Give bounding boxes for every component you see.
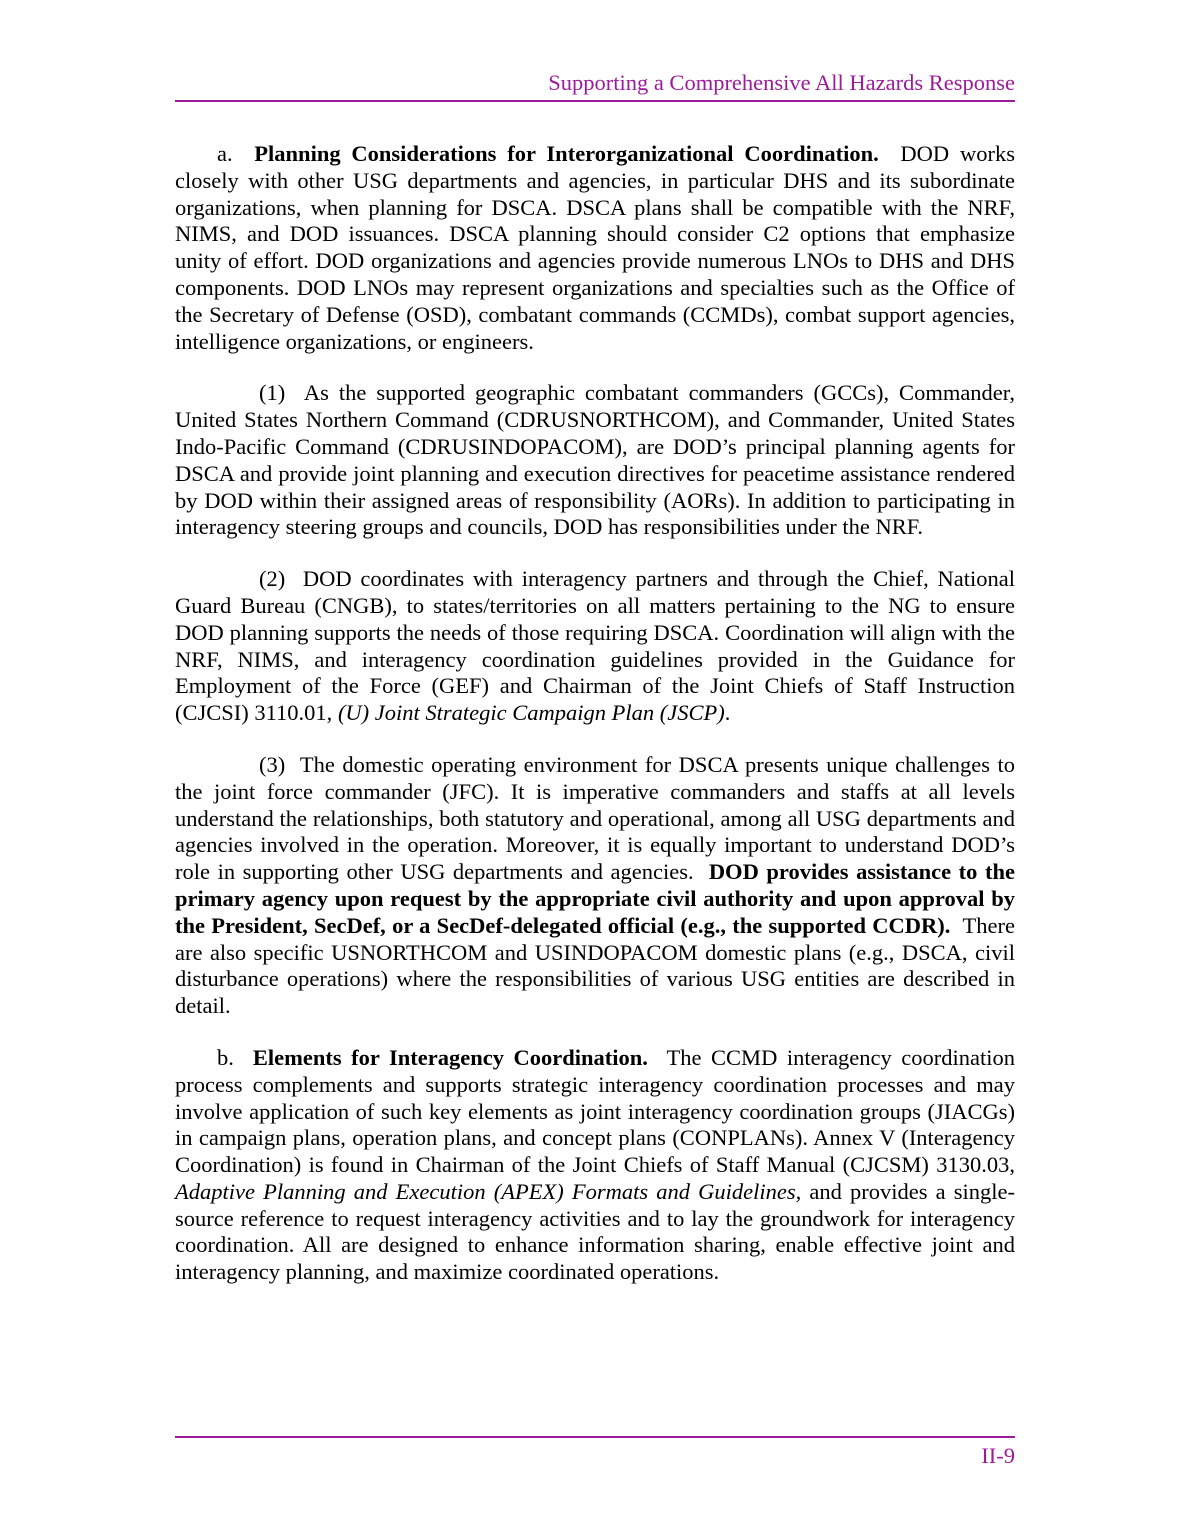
paragraph-text: The CCMD interagency coordination process complements and supports strategic interagency coordination processes and may involve application of such key elements as joint interagency coordination groups (JIACGs) in campaign plans, operation plans, and concept plans (CONPLANs). Annex V (Interagency Coordination) is found in Chairman of the Joint Chiefs of Staff Manual (CJCSM) 3130.03, (175, 1044, 1016, 1178)
paragraph-heading: Elements for Interagency Coordination. (252, 1044, 648, 1070)
paragraph-text: DOD works closely with other USG departments and agencies, in particular DHS and its subordinate organizations, when planning for DSCA. DSCA plans shall be compatible with the NRF, NIMS, and DOD issuances. DSCA planning should consider C2 options that emphasize unity of effort. DOD organizations and agencies provide numerous LNOs to DHS and DHS components. DOD LNOs may represent organizations and specialties such as the Office of the Secretary of Defense (OSD), combatant commands (CCMDs), combat support agencies, intelligence organizations, or engineers. (175, 141, 1016, 354)
running-header: Supporting a Comprehensive All Hazards Response (548, 70, 1015, 95)
paragraph-marker: a. (217, 141, 233, 166)
publication-title: Adaptive Planning and Execution (APEX) Formats and Guidelines, (175, 1178, 802, 1204)
paragraph-a (175, 141, 1015, 355)
paragraph-marker: b. (217, 1044, 234, 1070)
paragraph-marker: (2) (259, 566, 286, 592)
paragraph-text: As the supported geographic combatant commanders (GCCs), Commander, United States Northern Command (CDRUSNORTHCOM), and Commander, United States Indo-Pacific Command (CDRUSINDOPACOM), are DOD’s principal planning agents for DSCA and provide joint planning and execution directives for peacetime assistance rendered by DOD within their assigned areas of responsibility (AORs). In addition to participating in interagency steering groups and councils, DOD has responsibilities under the NRF. (175, 380, 1016, 540)
emphasized-text: DOD provides assistance to the primary agency upon request by the appropriate civil authority and upon approval by the President, SecDef, or a SecDef-delegated official (e.g., the supported CCDR). (175, 859, 1015, 938)
paragraph-b (175, 1045, 1015, 1286)
paragraph-text: The domestic operating environment for DSCA presents unique challenges to the joint force commander (JFC). It is imperative commanders and staffs at all levels understand the relationships, both statutory and operational, among all USG departments and agencies involved in the operation. Moreover, it is equally important to understand DOD’s role in supporting other USG departments and agencies. (175, 751, 1015, 885)
paragraph-tail: . (724, 700, 731, 726)
paragraph-a2 (175, 566, 1015, 727)
footer-rule (175, 1436, 1015, 1438)
paragraph-heading: Planning Considerations for Interorganizational Coordination. (254, 141, 879, 166)
paragraph-tail: There are also specific USNORTHCOM and USINDOPACOM domestic plans (e.g., DSCA, civil disturbance operations) where the responsibilities of various USG entities are described in detail. (175, 912, 1015, 1019)
paragraph-marker: (3) (259, 751, 286, 777)
paragraph-text: DOD coordinates with interagency partners and through the Chief, National Guard Bureau (CNGB), to states/territories on all matters pertaining to the NG to ensure DOD planning supports the needs of those requiring DSCA. Coordination will align with the NRF, NIMS, and interagency coordination guidelines provided in the Guidance for Employment of the Force (GEF) and Chairman of the Joint Chiefs of Staff Instruction (CJCSI) 3110.01, (175, 566, 1015, 726)
page-body (175, 141, 1015, 1311)
paragraph-a1 (175, 380, 1015, 541)
paragraph-marker: (1) (259, 380, 286, 406)
paragraph-tail: and provides a single-source reference to request interagency activities and to lay the groundwork for interagency coordination. All are designed to enhance information sharing, enable effective joint and interagency planning, and maximize coordinated operations. (175, 1178, 1015, 1285)
header-rule (175, 100, 1015, 102)
page-number: II-9 (981, 1443, 1015, 1468)
publication-title: (U) Joint Strategic Campaign Plan (JSCP) (337, 700, 725, 726)
paragraph-a3 (175, 752, 1015, 1020)
